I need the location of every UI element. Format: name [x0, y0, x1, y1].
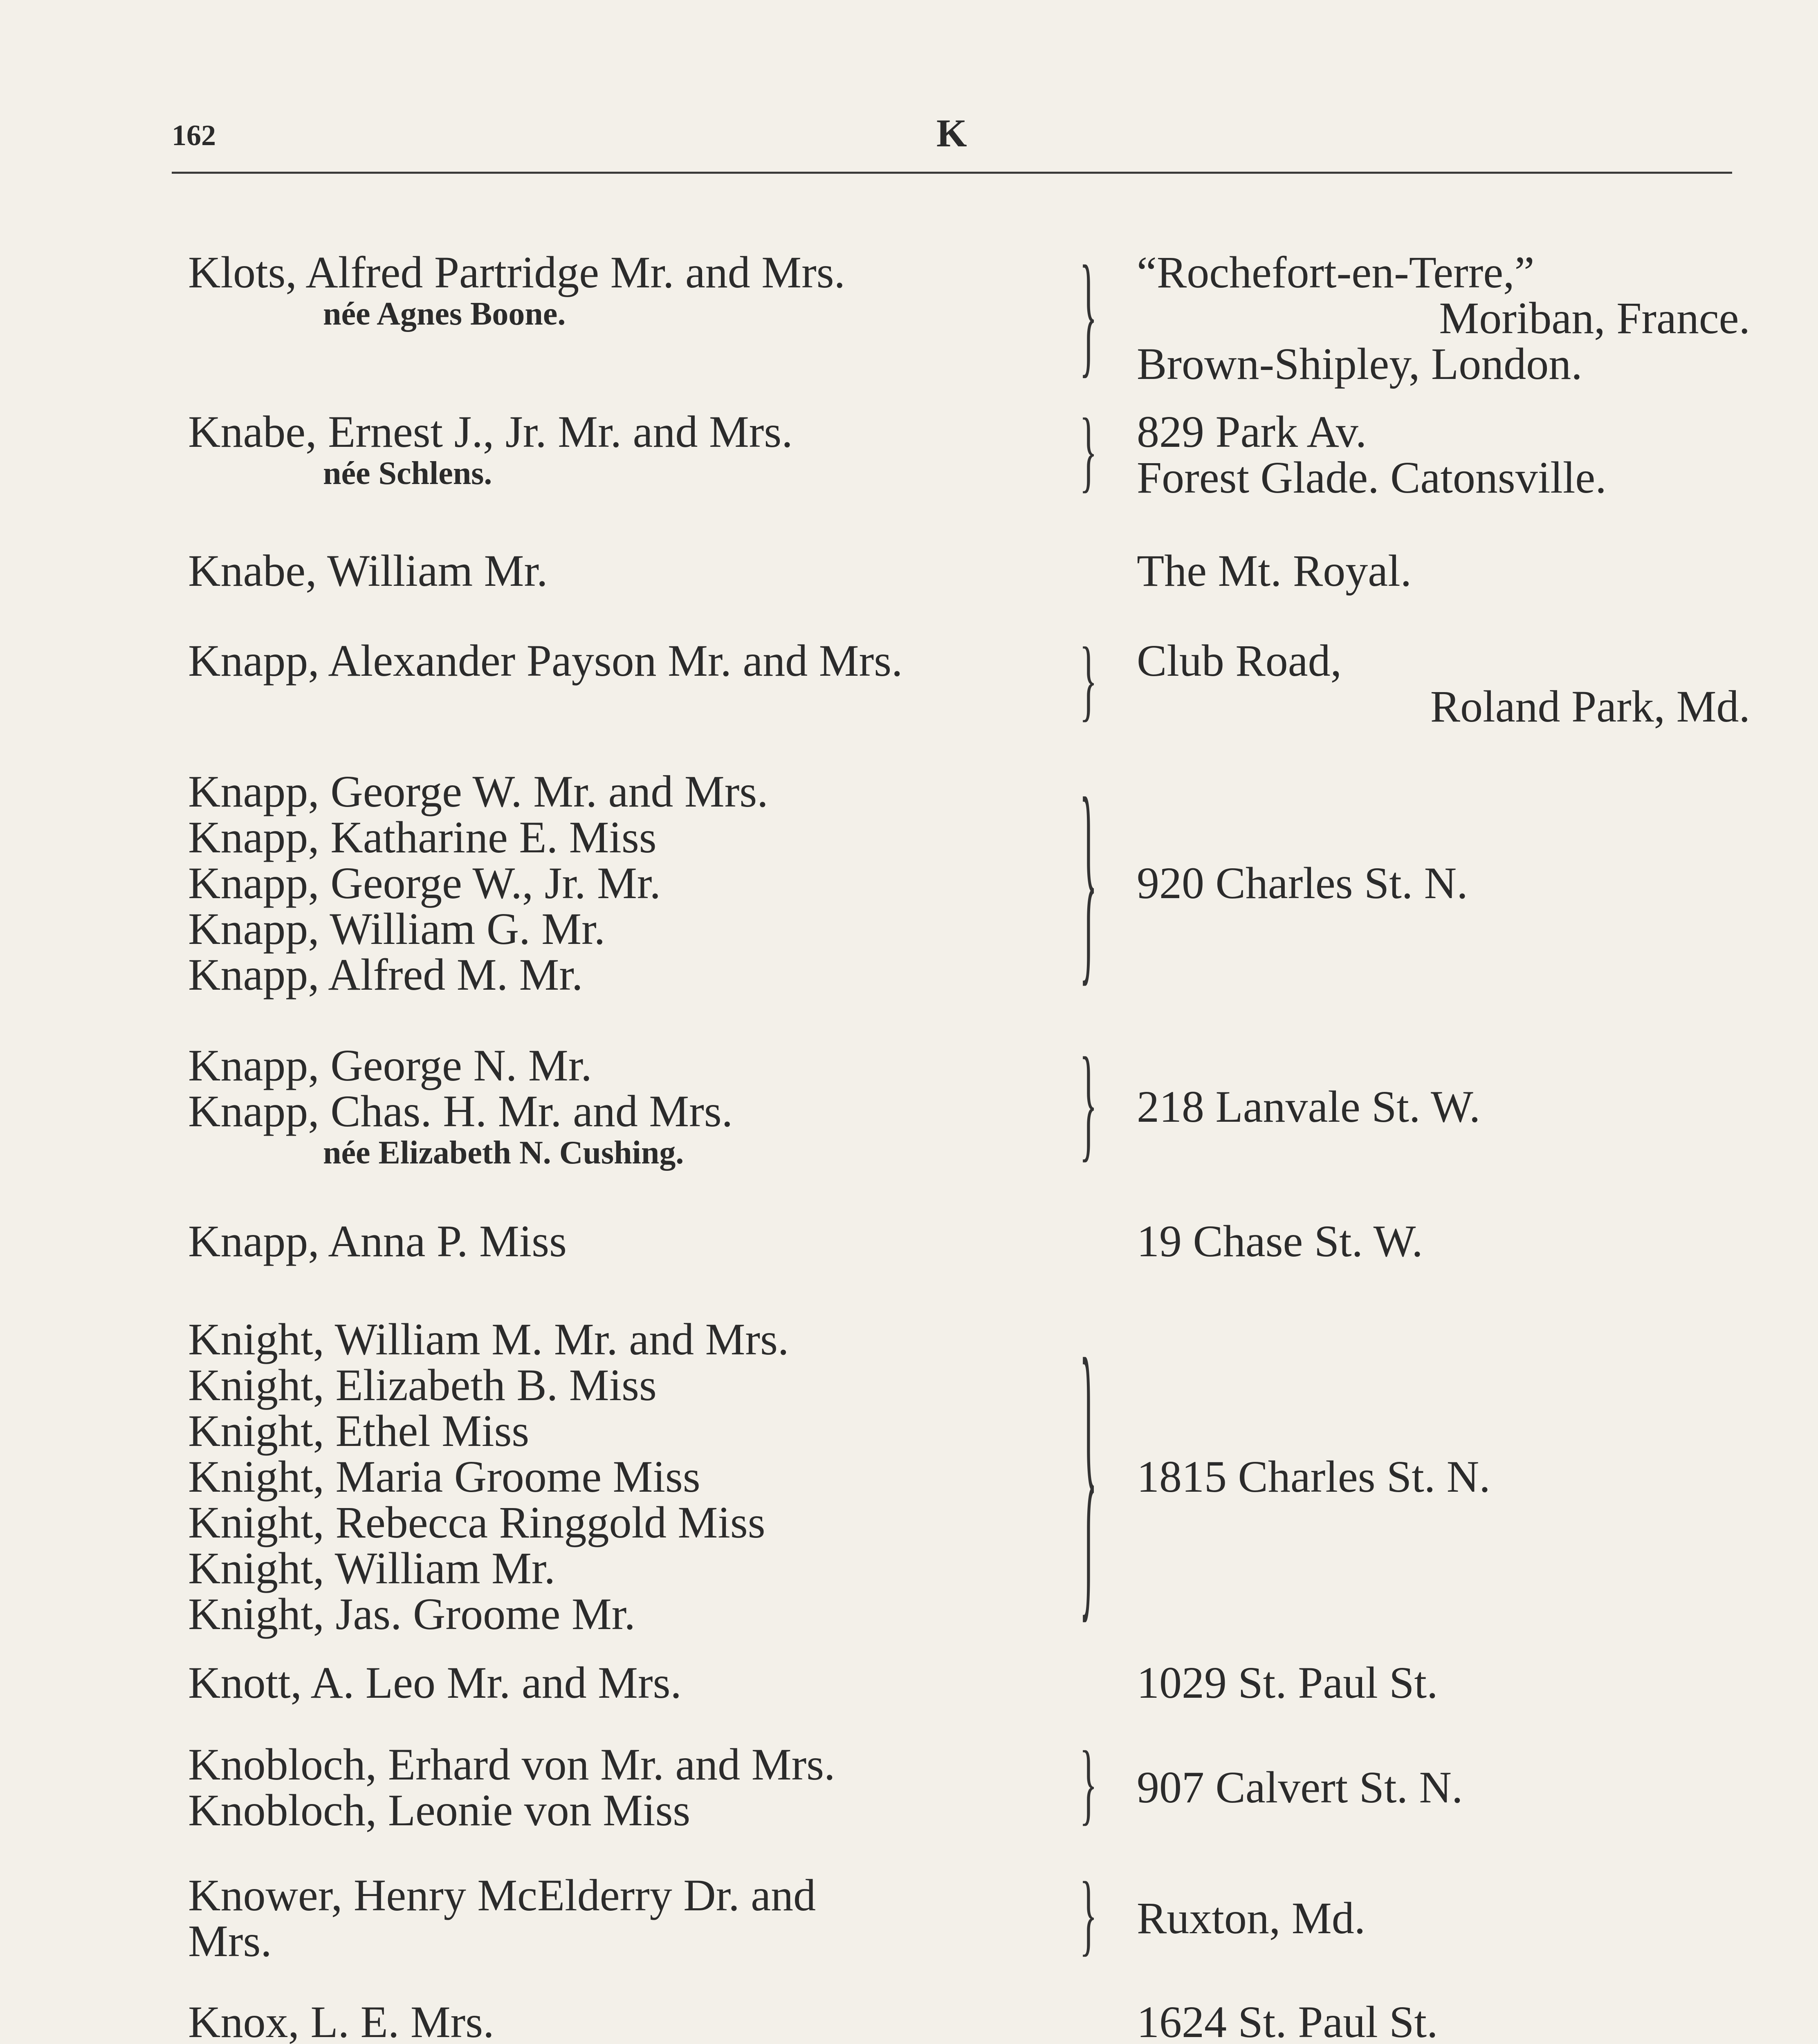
grouping-brace: }	[1080, 1863, 1098, 1965]
entry-names	[188, 638, 1080, 684]
resident-name: Knabe, Ernest J., Jr. Mr. and Mrs.	[188, 407, 793, 457]
entry-address	[1137, 860, 1750, 906]
resident-name: Knight, Maria Groome Miss	[188, 1452, 700, 1502]
entry-names	[188, 409, 1080, 492]
grouping-brace: }	[1080, 629, 1098, 730]
resident-name: Klots, Alfred Partridge Mr. and Mrs.	[188, 247, 846, 297]
resident-name: Knapp, George W. Mr. and Mrs.	[188, 766, 768, 816]
entry-names	[188, 1042, 1080, 1172]
address-line: Roland Park, Md.	[1430, 681, 1750, 731]
entry-names	[188, 249, 1080, 333]
resident-name: Knight, Rebecca Ringgold Miss	[188, 1497, 765, 1547]
address-line: Forest Glade. Catonsville.	[1137, 453, 1607, 502]
entry-address	[1137, 1218, 1750, 1264]
address-line: 1029 St. Paul St.	[1137, 1658, 1438, 1708]
address-line: 1815 Charles St. N.	[1137, 1452, 1490, 1502]
address-line: The Mt. Royal.	[1137, 546, 1412, 596]
address-line: Moriban, France.	[1439, 293, 1750, 343]
resident-name: Mrs.	[188, 1916, 272, 1966]
address-line: 19 Chase St. W.	[1137, 1216, 1423, 1266]
entry-address	[1137, 1660, 1750, 1706]
entry-address	[1137, 1895, 1750, 1941]
resident-name: Knight, Elizabeth B. Miss	[188, 1360, 657, 1410]
entry-address	[1137, 1764, 1750, 1810]
resident-name: Knapp, Chas. H. Mr. and Mrs.	[188, 1086, 733, 1136]
resident-name: Knobloch, Leonie von Miss	[188, 1785, 691, 1835]
maiden-name: née Schlens.	[323, 455, 492, 491]
address-line: Brown-Shipley, London.	[1137, 339, 1582, 389]
address-line: 218 Lanvale St. W.	[1137, 1082, 1481, 1132]
entry-names	[188, 1999, 1080, 2044]
entry-address	[1137, 1084, 1750, 1130]
entry-names	[188, 766, 1080, 1000]
maiden-name: née Agnes Boone.	[323, 296, 566, 332]
grouping-brace: }	[1080, 400, 1098, 501]
entry-names	[188, 1872, 1080, 1964]
address-line: 829 Park Av.	[1137, 407, 1367, 457]
entry-names	[188, 548, 1080, 594]
resident-name: Knapp, Alfred M. Mr.	[188, 950, 583, 1000]
resident-name: Knapp, William G. Mr.	[188, 904, 606, 954]
entry-names	[188, 1741, 1080, 1833]
grouping-brace: }	[1080, 1295, 1098, 1650]
address-line: 1624 St. Paul St.	[1137, 1997, 1438, 2044]
entry-names	[188, 1218, 1080, 1264]
resident-name: Knabe, William Mr.	[188, 546, 548, 596]
maiden-name: née Elizabeth N. Cushing.	[323, 1135, 684, 1171]
resident-name: Knight, William M. Mr. and Mrs.	[188, 1314, 789, 1364]
address-line: 920 Charles St. N.	[1137, 858, 1468, 908]
entry-address	[1137, 1999, 1750, 2044]
entry-names	[188, 1316, 1080, 1637]
address-line: Ruxton, Md.	[1137, 1893, 1366, 1943]
resident-name: Knower, Henry McElderry Dr. and	[188, 1870, 816, 1920]
address-line: “Rochefort-en-Terre,”	[1137, 247, 1535, 297]
resident-name: Knapp, George N. Mr.	[188, 1040, 592, 1090]
grouping-brace: }	[1080, 752, 1098, 1006]
entry-address	[1137, 638, 1750, 729]
grouping-brace: }	[1080, 1732, 1098, 1834]
address-line: Club Road,	[1137, 636, 1342, 686]
address-line: 907 Calvert St. N.	[1137, 1762, 1463, 1812]
grouping-brace: }	[1080, 238, 1098, 390]
entry-names	[188, 1660, 1080, 1706]
resident-name: Knobloch, Erhard von Mr. and Mrs.	[188, 1739, 835, 1789]
resident-name: Knight, Jas. Groome Mr.	[188, 1589, 635, 1639]
grouping-brace: }	[1080, 1031, 1098, 1174]
section-letter: K	[936, 111, 969, 155]
entry-address	[1137, 548, 1750, 594]
entry-address	[1137, 249, 1750, 387]
resident-name: Knight, Ethel Miss	[188, 1406, 530, 1456]
entry-address	[1137, 1452, 1750, 1502]
resident-name: Knox, L. E. Mrs.	[188, 1997, 494, 2044]
resident-name: Knapp, Alexander Payson Mr. and Mrs.	[188, 636, 903, 686]
resident-name: Knott, A. Leo Mr. and Mrs.	[188, 1658, 682, 1708]
entry-address	[1137, 409, 1750, 500]
resident-name: Knapp, Anna P. Miss	[188, 1216, 567, 1266]
resident-name: Knight, William Mr.	[188, 1543, 555, 1593]
resident-name: Knapp, George W., Jr. Mr.	[188, 858, 661, 908]
resident-name: Knapp, Katharine E. Miss	[188, 812, 657, 862]
page-number: 162	[172, 119, 216, 152]
